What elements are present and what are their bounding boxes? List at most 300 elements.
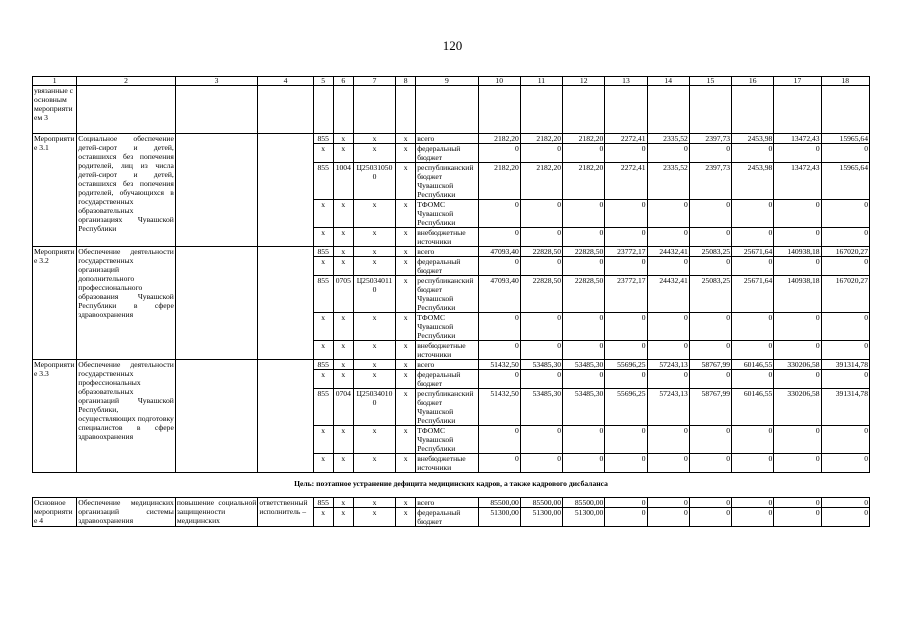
amount-cell: 0 bbox=[689, 313, 731, 341]
table-row bbox=[33, 247, 870, 257]
amount-cell: 391314,78 bbox=[821, 389, 869, 426]
amount-cell: 0 bbox=[520, 426, 562, 454]
continuation-row bbox=[33, 86, 870, 134]
amount-cell: 0 bbox=[563, 313, 605, 341]
amount-cell: 0 bbox=[732, 200, 774, 228]
amount-cell: 0 bbox=[774, 341, 821, 360]
amount-cell: 2182,20 bbox=[520, 134, 562, 144]
amount-cell: 25083,25 bbox=[689, 276, 731, 313]
amount-cell: 0 bbox=[605, 508, 647, 527]
amount-cell: 0 bbox=[520, 370, 562, 389]
funding-source-cell: всего bbox=[416, 498, 478, 508]
amount-cell: 0 bbox=[821, 228, 869, 247]
amount-cell: 51300,00 bbox=[563, 508, 605, 527]
amount-cell: 0 bbox=[732, 498, 774, 508]
amount-cell: 0 bbox=[520, 200, 562, 228]
amount-cell: 2453,98 bbox=[732, 134, 774, 144]
amount-cell: 55696,25 bbox=[605, 360, 647, 370]
funding-source-cell: всего bbox=[416, 247, 478, 257]
vr-cell: x bbox=[396, 498, 416, 508]
measure-name-cell: Мероприятие 3.2 bbox=[33, 247, 77, 360]
grbs-cell: x bbox=[313, 228, 333, 247]
grbs-cell: 855 bbox=[313, 134, 333, 144]
amount-cell: 0 bbox=[821, 313, 869, 341]
amount-cell: 0 bbox=[732, 313, 774, 341]
amount-cell: 2335,52 bbox=[647, 163, 689, 200]
amount-cell: 2272,41 bbox=[605, 163, 647, 200]
amount-cell: 167020,27 bbox=[821, 247, 869, 257]
amount-cell: 0 bbox=[732, 228, 774, 247]
amount-cell: 0 bbox=[647, 313, 689, 341]
amount-cell: 0 bbox=[478, 257, 520, 276]
vr-cell: x bbox=[396, 426, 416, 454]
amount-cell: 0 bbox=[689, 454, 731, 473]
amount-cell: 24432,41 bbox=[647, 276, 689, 313]
amount-cell: 0 bbox=[520, 228, 562, 247]
amount-cell: 25671,64 bbox=[732, 276, 774, 313]
amount-cell: 0 bbox=[478, 200, 520, 228]
amount-cell: 0 bbox=[647, 144, 689, 163]
empty-cell bbox=[774, 86, 821, 134]
vr-cell: x bbox=[396, 313, 416, 341]
grbs-cell: x bbox=[313, 426, 333, 454]
amount-cell: 58767,99 bbox=[689, 360, 731, 370]
amount-cell: 0 bbox=[647, 454, 689, 473]
amount-cell: 0 bbox=[647, 498, 689, 508]
amount-cell: 0 bbox=[689, 200, 731, 228]
amount-cell: 0 bbox=[774, 370, 821, 389]
amount-cell: 58767,99 bbox=[689, 389, 731, 426]
amount-cell: 15965,64 bbox=[821, 163, 869, 200]
grbs-cell: x bbox=[313, 144, 333, 163]
csr-cell: Ц250340100 bbox=[353, 389, 395, 426]
amount-cell: 51300,00 bbox=[520, 508, 562, 527]
amount-cell: 0 bbox=[478, 426, 520, 454]
amount-cell: 47093,40 bbox=[478, 247, 520, 257]
amount-cell: 0 bbox=[689, 228, 731, 247]
amount-cell: 85500,00 bbox=[520, 498, 562, 508]
column-number: 9 bbox=[416, 77, 478, 86]
grbs-cell: 855 bbox=[313, 389, 333, 426]
amount-cell: 0 bbox=[478, 341, 520, 360]
amount-cell: 0 bbox=[821, 454, 869, 473]
amount-cell: 0 bbox=[774, 498, 821, 508]
measure-description-cell: Обеспечение деятельности государственных профессиональных образовательных организаций Чувашской Республики, осуществляющих подготовку специалистов в сфере здравоохранения bbox=[77, 360, 176, 473]
amount-cell: 60146,55 bbox=[732, 360, 774, 370]
amount-cell: 0 bbox=[647, 508, 689, 527]
amount-cell: 0 bbox=[605, 144, 647, 163]
rzpr-cell: x bbox=[333, 257, 353, 276]
measure-description-cell: Обеспечение деятельности государственных организаций дополнительного профессионального образования Чувашской Республики в сфере здравоохранения bbox=[77, 247, 176, 360]
amount-cell: 0 bbox=[732, 144, 774, 163]
amount-cell: 0 bbox=[605, 454, 647, 473]
empty-cell bbox=[313, 86, 333, 134]
amount-cell: 0 bbox=[647, 257, 689, 276]
column-number: 13 bbox=[605, 77, 647, 86]
amount-cell: 85500,00 bbox=[563, 498, 605, 508]
funding-source-cell: внебюджетные источники bbox=[416, 228, 478, 247]
amount-cell: 0 bbox=[563, 144, 605, 163]
csr-cell: x bbox=[353, 257, 395, 276]
amount-cell: 0 bbox=[732, 341, 774, 360]
csr-cell: x bbox=[353, 228, 395, 247]
amount-cell: 0 bbox=[605, 228, 647, 247]
amount-cell: 57243,13 bbox=[647, 389, 689, 426]
amount-cell: 0 bbox=[647, 370, 689, 389]
grbs-cell: x bbox=[313, 200, 333, 228]
empty-cell bbox=[689, 86, 731, 134]
rzpr-cell: x bbox=[333, 200, 353, 228]
funding-source-cell: республиканский бюджет Чувашской Республики bbox=[416, 163, 478, 200]
vr-cell: x bbox=[396, 247, 416, 257]
amount-cell: 0 bbox=[605, 370, 647, 389]
header-row bbox=[33, 77, 870, 86]
amount-cell: 0 bbox=[774, 228, 821, 247]
amount-cell: 0 bbox=[821, 144, 869, 163]
amount-cell: 2182,20 bbox=[563, 163, 605, 200]
table-row bbox=[33, 360, 870, 370]
funding-source-cell: республиканский бюджет Чувашской Республики bbox=[416, 389, 478, 426]
amount-cell: 51300,00 bbox=[478, 508, 520, 527]
rzpr-cell: x bbox=[333, 454, 353, 473]
grbs-cell: 855 bbox=[313, 360, 333, 370]
amount-cell: 0 bbox=[605, 426, 647, 454]
amount-cell: 0 bbox=[732, 426, 774, 454]
amount-cell: 0 bbox=[478, 370, 520, 389]
csr-cell: x bbox=[353, 144, 395, 163]
amount-cell: 0 bbox=[605, 313, 647, 341]
funding-source-cell: ТФОМС Чувашской Республики bbox=[416, 426, 478, 454]
column-number: 17 bbox=[774, 77, 821, 86]
amount-cell: 53485,30 bbox=[520, 360, 562, 370]
goal-text: Цель: поэтапное устранение дефицита медицинских кадров, а также кадрового дисбаланса bbox=[294, 479, 608, 488]
empty-cell bbox=[647, 86, 689, 134]
vr-cell: x bbox=[396, 163, 416, 200]
grbs-cell: x bbox=[313, 313, 333, 341]
column-number: 10 bbox=[478, 77, 520, 86]
column-number: 5 bbox=[313, 77, 333, 86]
amount-cell: 2182,20 bbox=[520, 163, 562, 200]
amount-cell: 0 bbox=[774, 200, 821, 228]
vr-cell: x bbox=[396, 257, 416, 276]
amount-cell: 0 bbox=[821, 200, 869, 228]
amount-cell: 0 bbox=[605, 341, 647, 360]
amount-cell: 0 bbox=[821, 341, 869, 360]
rzpr-cell: x bbox=[333, 313, 353, 341]
empty-cell bbox=[175, 360, 257, 473]
amount-cell: 0 bbox=[689, 508, 731, 527]
empty-cell bbox=[175, 134, 257, 247]
column-number: 3 bbox=[175, 77, 257, 86]
amount-cell: 0 bbox=[563, 200, 605, 228]
funding-source-cell: ТФОМС Чувашской Республики bbox=[416, 200, 478, 228]
table-row bbox=[33, 134, 870, 144]
amount-cell: 0 bbox=[563, 454, 605, 473]
vr-cell: x bbox=[396, 370, 416, 389]
amount-cell: 0 bbox=[563, 370, 605, 389]
amount-cell: 167020,27 bbox=[821, 276, 869, 313]
measure-description-cell: Обеспечение медицинских организаций системы здравоохранения bbox=[78, 498, 174, 525]
amount-cell: 0 bbox=[647, 200, 689, 228]
amount-cell: 0 bbox=[732, 454, 774, 473]
budget-table bbox=[32, 76, 870, 527]
column-number: 4 bbox=[258, 77, 313, 86]
amount-cell: 0 bbox=[563, 341, 605, 360]
empty-cell bbox=[416, 86, 478, 134]
amount-cell: 0 bbox=[774, 144, 821, 163]
empty-cell bbox=[353, 86, 395, 134]
amount-cell: 0 bbox=[520, 144, 562, 163]
csr-cell: x bbox=[353, 454, 395, 473]
amount-cell: 0 bbox=[689, 498, 731, 508]
vr-cell: x bbox=[396, 276, 416, 313]
csr-cell: x bbox=[353, 370, 395, 389]
funding-source-cell: всего bbox=[416, 360, 478, 370]
rzpr-cell: x bbox=[333, 370, 353, 389]
amount-cell: 0 bbox=[478, 144, 520, 163]
amount-cell: 22828,50 bbox=[563, 247, 605, 257]
vr-cell: x bbox=[396, 228, 416, 247]
amount-cell: 330206,58 bbox=[774, 360, 821, 370]
amount-cell: 60146,55 bbox=[732, 389, 774, 426]
csr-cell: x bbox=[353, 247, 395, 257]
budget-table-wrapper bbox=[32, 76, 870, 640]
csr-cell: x bbox=[353, 341, 395, 360]
amount-cell: 22828,50 bbox=[520, 247, 562, 257]
grbs-cell: 855 bbox=[313, 276, 333, 313]
empty-cell bbox=[821, 86, 869, 134]
measure-description-cell: Социальное обеспечение детей-сирот и детей, оставшихся без попечения родителей, лиц из числа детей-сирот и детей, оставшихся без попечения родителей, обучающихся в государственных образовательных организациях Чувашской Республики bbox=[77, 134, 176, 247]
rzpr-cell: x bbox=[333, 508, 353, 527]
measure-name-cell: Основное мероприятие 4 bbox=[33, 498, 77, 527]
rzpr-cell: x bbox=[333, 134, 353, 144]
rzpr-cell: x bbox=[333, 341, 353, 360]
amount-cell: 55696,25 bbox=[605, 389, 647, 426]
csr-cell: x bbox=[353, 200, 395, 228]
column-number: 14 bbox=[647, 77, 689, 86]
amount-cell: 2453,98 bbox=[732, 163, 774, 200]
amount-cell: 51432,50 bbox=[478, 360, 520, 370]
csr-cell: Ц250340110 bbox=[353, 276, 395, 313]
amount-cell: 0 bbox=[689, 426, 731, 454]
column-number: 15 bbox=[689, 77, 731, 86]
vr-cell: x bbox=[396, 134, 416, 144]
measure-name-cell: Мероприятие 3.3 bbox=[33, 360, 77, 473]
amount-cell: 0 bbox=[732, 257, 774, 276]
column-number: 6 bbox=[333, 77, 353, 86]
vr-cell: x bbox=[396, 341, 416, 360]
csr-cell: x bbox=[353, 426, 395, 454]
amount-cell: 0 bbox=[563, 228, 605, 247]
amount-cell: 330206,58 bbox=[774, 389, 821, 426]
rzpr-cell: x bbox=[333, 498, 353, 508]
amount-cell: 0 bbox=[563, 257, 605, 276]
csr-cell: x bbox=[353, 498, 395, 508]
amount-cell: 85500,00 bbox=[478, 498, 520, 508]
amount-cell: 0 bbox=[774, 508, 821, 527]
empty-cell bbox=[520, 86, 562, 134]
vr-cell: x bbox=[396, 508, 416, 527]
amount-cell: 0 bbox=[647, 426, 689, 454]
amount-cell: 0 bbox=[478, 228, 520, 247]
grbs-cell: x bbox=[313, 341, 333, 360]
amount-cell: 23772,17 bbox=[605, 276, 647, 313]
csr-cell: Ц250310500 bbox=[353, 163, 395, 200]
amount-cell: 2182,20 bbox=[478, 134, 520, 144]
csr-cell: x bbox=[353, 360, 395, 370]
csr-cell: x bbox=[353, 508, 395, 527]
empty-cell bbox=[333, 86, 353, 134]
rzpr-cell: 0705 bbox=[333, 276, 353, 313]
amount-cell: 47093,40 bbox=[478, 276, 520, 313]
amount-cell: 15965,64 bbox=[821, 134, 869, 144]
amount-cell: 0 bbox=[774, 257, 821, 276]
empty-cell bbox=[258, 86, 313, 134]
rzpr-cell: 0704 bbox=[333, 389, 353, 426]
amount-cell: 0 bbox=[689, 341, 731, 360]
amount-cell: 2182,20 bbox=[563, 134, 605, 144]
rzpr-cell: 1004 bbox=[333, 163, 353, 200]
amount-cell: 0 bbox=[732, 508, 774, 527]
empty-cell bbox=[605, 86, 647, 134]
csr-cell: x bbox=[353, 134, 395, 144]
funding-source-cell: федеральный бюджет bbox=[416, 257, 478, 276]
funding-source-cell: федеральный бюджет bbox=[416, 370, 478, 389]
amount-cell: 0 bbox=[520, 257, 562, 276]
grbs-cell: 855 bbox=[313, 498, 333, 508]
amount-cell: 0 bbox=[647, 341, 689, 360]
empty-cell bbox=[258, 247, 313, 360]
amount-cell: 22828,50 bbox=[563, 276, 605, 313]
amount-cell: 140938,18 bbox=[774, 247, 821, 257]
vr-cell: x bbox=[396, 144, 416, 163]
amount-cell: 0 bbox=[689, 144, 731, 163]
responsible-cell: ответственный исполнитель – bbox=[258, 498, 313, 527]
amount-cell: 0 bbox=[689, 370, 731, 389]
amount-cell: 23772,17 bbox=[605, 247, 647, 257]
amount-cell: 53485,30 bbox=[520, 389, 562, 426]
empty-cell bbox=[175, 247, 257, 360]
funding-source-cell: внебюджетные источники bbox=[416, 454, 478, 473]
vr-cell: x bbox=[396, 454, 416, 473]
amount-cell: 0 bbox=[821, 370, 869, 389]
amount-cell: 0 bbox=[689, 257, 731, 276]
amount-cell: 2272,41 bbox=[605, 134, 647, 144]
empty-cell bbox=[396, 86, 416, 134]
amount-cell: 0 bbox=[774, 454, 821, 473]
column-number: 2 bbox=[77, 77, 176, 86]
amount-cell: 140938,18 bbox=[774, 276, 821, 313]
funding-source-cell: ТФОМС Чувашской Республики bbox=[416, 313, 478, 341]
amount-cell: 0 bbox=[821, 498, 869, 508]
column-number: 1 bbox=[33, 77, 77, 86]
amount-cell: 53485,30 bbox=[563, 389, 605, 426]
amount-cell: 24432,41 bbox=[647, 247, 689, 257]
column-number: 16 bbox=[732, 77, 774, 86]
amount-cell: 0 bbox=[563, 426, 605, 454]
grbs-cell: x bbox=[313, 508, 333, 527]
rzpr-cell: x bbox=[333, 144, 353, 163]
expected-result-cell: повышение социальной защищенности медицинских bbox=[176, 498, 257, 525]
empty-cell bbox=[563, 86, 605, 134]
column-number: 8 bbox=[396, 77, 416, 86]
amount-cell: 51432,50 bbox=[478, 389, 520, 426]
rzpr-cell: x bbox=[333, 228, 353, 247]
column-number: 7 bbox=[353, 77, 395, 86]
amount-cell: 0 bbox=[774, 313, 821, 341]
amount-cell: 0 bbox=[520, 313, 562, 341]
vr-cell: x bbox=[396, 360, 416, 370]
amount-cell: 25671,64 bbox=[732, 247, 774, 257]
rzpr-cell: x bbox=[333, 247, 353, 257]
rzpr-cell: x bbox=[333, 360, 353, 370]
csr-cell: x bbox=[353, 313, 395, 341]
amount-cell: 0 bbox=[520, 454, 562, 473]
amount-cell: 2335,52 bbox=[647, 134, 689, 144]
amount-cell: 391314,78 bbox=[821, 360, 869, 370]
amount-cell: 2182,20 bbox=[478, 163, 520, 200]
funding-source-cell: всего bbox=[416, 134, 478, 144]
amount-cell: 13472,43 bbox=[774, 134, 821, 144]
amount-cell: 0 bbox=[821, 426, 869, 454]
grbs-cell: 855 bbox=[313, 163, 333, 200]
funding-source-cell: внебюджетные источники bbox=[416, 341, 478, 360]
amount-cell: 13472,43 bbox=[774, 163, 821, 200]
column-number: 11 bbox=[520, 77, 562, 86]
grbs-cell: x bbox=[313, 257, 333, 276]
amount-cell: 0 bbox=[647, 228, 689, 247]
grbs-cell: x bbox=[313, 454, 333, 473]
funding-source-cell: республиканский бюджет Чувашской Республики bbox=[416, 276, 478, 313]
table-row bbox=[33, 498, 870, 508]
amount-cell: 57243,13 bbox=[647, 360, 689, 370]
empty-cell bbox=[732, 86, 774, 134]
empty-cell bbox=[478, 86, 520, 134]
amount-cell: 0 bbox=[478, 454, 520, 473]
amount-cell: 0 bbox=[605, 498, 647, 508]
empty-cell bbox=[258, 134, 313, 247]
amount-cell: 0 bbox=[605, 200, 647, 228]
amount-cell: 0 bbox=[821, 508, 869, 527]
amount-cell: 0 bbox=[732, 370, 774, 389]
amount-cell: 25083,25 bbox=[689, 247, 731, 257]
amount-cell: 2397,73 bbox=[689, 134, 731, 144]
goal-row bbox=[33, 473, 870, 498]
vr-cell: x bbox=[396, 389, 416, 426]
amount-cell: 0 bbox=[520, 341, 562, 360]
empty-cell bbox=[258, 360, 313, 473]
amount-cell: 0 bbox=[821, 257, 869, 276]
empty-cell bbox=[77, 86, 176, 134]
amount-cell: 53485,30 bbox=[563, 360, 605, 370]
amount-cell: 0 bbox=[605, 257, 647, 276]
page-number: 120 bbox=[442, 38, 463, 53]
amount-cell: 22828,50 bbox=[520, 276, 562, 313]
amount-cell: 2397,73 bbox=[689, 163, 731, 200]
funding-source-cell: федеральный бюджет bbox=[416, 508, 478, 527]
prev-measure-cell: увязанные с основным мероприятием 3 bbox=[33, 86, 77, 134]
rzpr-cell: x bbox=[333, 426, 353, 454]
vr-cell: x bbox=[396, 200, 416, 228]
measure-name-cell: Мероприятие 3.1 bbox=[33, 134, 77, 247]
grbs-cell: 855 bbox=[313, 247, 333, 257]
column-number: 18 bbox=[821, 77, 869, 86]
funding-source-cell: федеральный бюджет bbox=[416, 144, 478, 163]
amount-cell: 0 bbox=[478, 313, 520, 341]
grbs-cell: x bbox=[313, 370, 333, 389]
column-number: 12 bbox=[563, 77, 605, 86]
empty-cell bbox=[175, 86, 257, 134]
